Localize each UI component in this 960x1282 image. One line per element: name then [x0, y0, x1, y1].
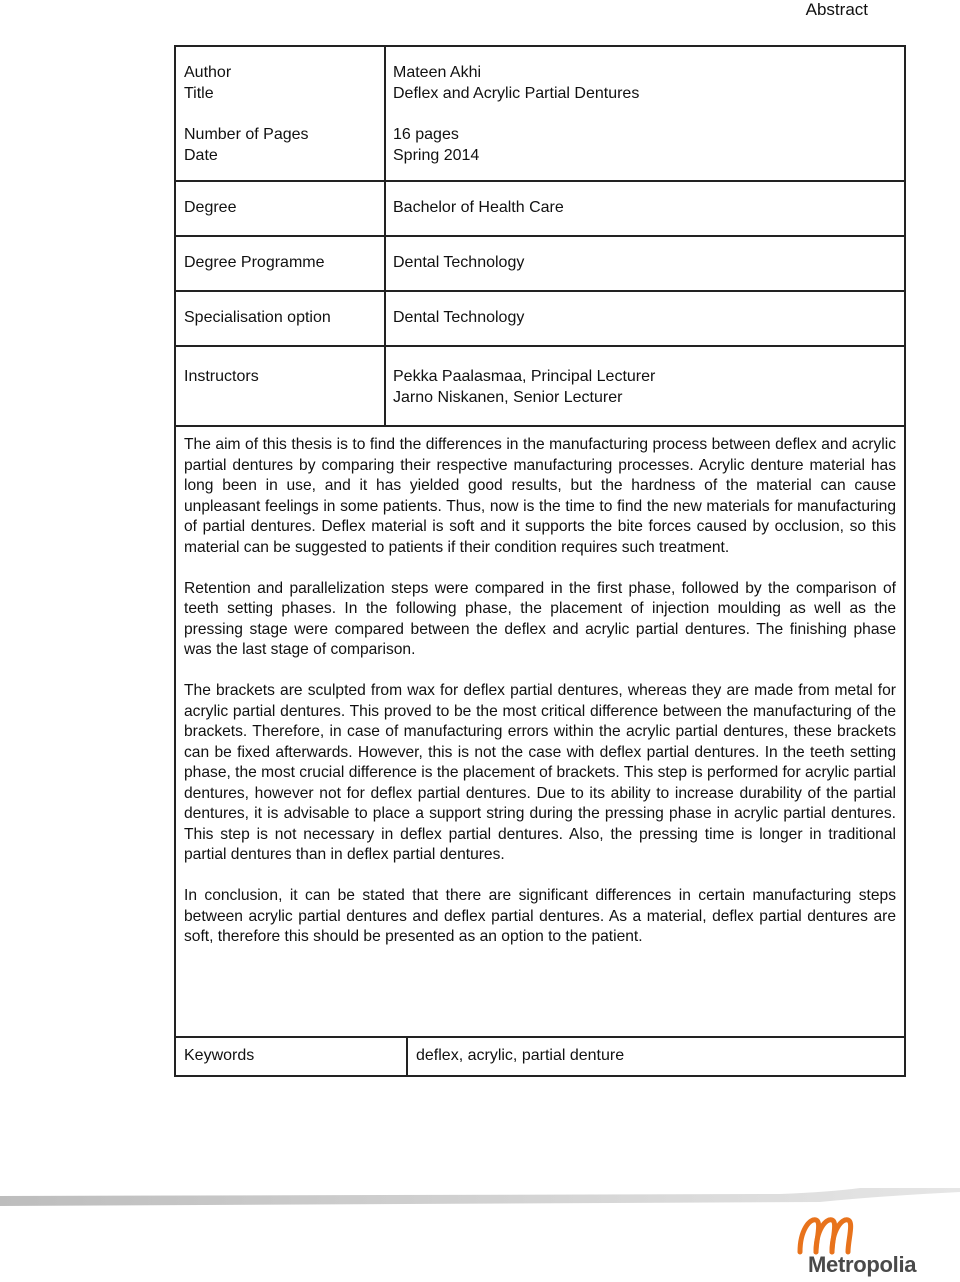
pages-label: Number of Pages	[184, 126, 309, 143]
keywords-label: Keywords	[184, 1047, 255, 1064]
specialisation-label: Specialisation option	[184, 309, 331, 326]
keywords-value: deflex, acrylic, partial denture	[416, 1047, 625, 1064]
metadata-table	[176, 47, 904, 427]
title-label: Title	[184, 85, 214, 102]
abstract-paragraph: The aim of this thesis is to find the differences in the manufacturing process between deflex and acrylic partial dentures by comparing their respective manufacturing processes. Acrylic denture material has long been in use, and it has yielded good results, but the hardness of the material can cause unpleasant feelings in some patients. Thus, now is the time to find the new materials for manufacturing of partial dentures. Deflex material is soft and it supports the bite forces caused by occlusion, so this material can be suggested to patients if their condition requires such treatment.	[184, 436, 896, 556]
abstract-text	[184, 435, 896, 968]
pages-value: 16 pages	[393, 126, 459, 143]
degree-label: Degree	[184, 199, 237, 216]
author-label: Author	[184, 64, 232, 81]
page-header-title: Abstract	[805, 0, 868, 19]
abstract-frame	[174, 45, 906, 1038]
meta-row-degree	[176, 182, 904, 237]
instructor-2: Jarno Niskanen, Senior Lecturer	[393, 389, 623, 406]
instructors-label: Instructors	[184, 368, 259, 385]
title-value: Deflex and Acrylic Partial Dentures	[393, 85, 640, 102]
date-value: Spring 2014	[393, 147, 480, 164]
meta-row-programme	[176, 237, 904, 292]
date-label: Date	[184, 147, 218, 164]
abstract-paragraph: Retention and parallelization steps were compared in the first phase, followed by the comparison of teeth setting phases. In the following phase, the placement of injection moulding as well as the pressing stage were compared between the deflex and acrylic partial dentures. The finishing phase was the last stage of comparison.	[184, 579, 896, 658]
abstract-paragraph: In conclusion, it can be stated that there are significant differences in certain manufacturing steps between acrylic partial dentures and deflex partial dentures. As a material, deflex partial dentures are soft, therefore this should be presented as an option to the patient.	[184, 887, 896, 945]
author-value: Mateen Akhi	[393, 64, 482, 81]
meta-row-author-title	[176, 47, 904, 182]
programme-value: Dental Technology	[393, 254, 525, 271]
keywords-divider	[406, 1038, 408, 1075]
meta-row-specialisation	[176, 292, 904, 347]
specialisation-value: Dental Technology	[393, 309, 525, 326]
instructor-1: Pekka Paalasmaa, Principal Lecturer	[393, 368, 656, 385]
metropolia-logo-text: Metropolia	[808, 1252, 917, 1277]
abstract-paragraph: The brackets are sculpted from wax for deflex partial dentures, whereas they are made from metal for acrylic partial dentures. This proved to be the most critical difference between the manufacturing of the brackets. Therefore, in case of manufacturing errors within the acrylic partial dentures, these brackets can be fixed afterwards. However, this is not the case with deflex partial dentures. In the teeth setting phase, the most crucial difference is the placement of brackets. This step is performed for acrylic partial dentures, however not for deflex partial dentures. Due to its ability to increase durability of the partial dentures, it is advisable to place a support string during the pressing phase in acrylic partial dentures. This step is not necessary in deflex partial dentures. Also, the pressing time is longer in traditional partial dentures than in deflex partial dentures.	[184, 682, 896, 863]
degree-value: Bachelor of Health Care	[393, 199, 564, 216]
meta-row-instructors	[176, 347, 904, 427]
programme-label: Degree Programme	[184, 254, 325, 271]
keywords-row	[174, 1036, 906, 1077]
